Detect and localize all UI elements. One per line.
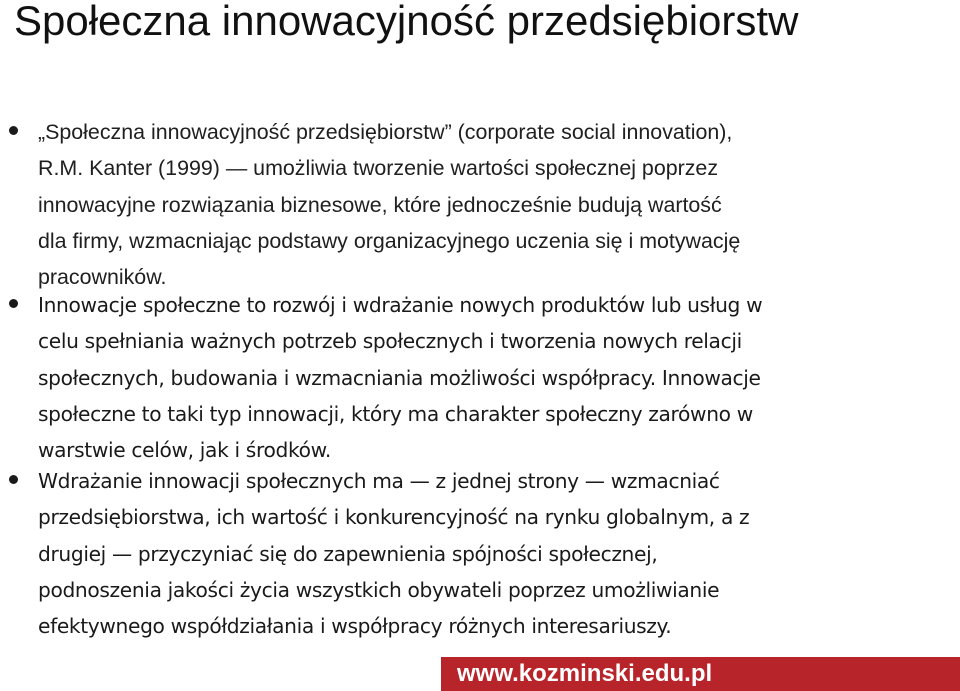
- bullet-line: warstwie celów, jak i środków.: [38, 438, 331, 463]
- bullet-line: społecznych, budowania i wzmacniania możliwości współpracy. Innowacje: [38, 365, 761, 390]
- bullet-line: innowacyjne rozwiązania biznesowe, które jednocześnie budują wartość: [38, 192, 722, 217]
- bullet-line: drugiej — przyczyniać się do zapewnienia spójności społecznej,: [38, 541, 658, 566]
- bullet-line: Wdrażanie innowacji społecznych ma — z jednej strony — wzmacniać: [38, 469, 720, 493]
- bullet-line: celu spełniania ważnych potrzeb społecznych i tworzenia nowych relacji: [38, 329, 742, 354]
- bullet-line: podnoszenia jakości życia wszystkich obywateli poprzez umożliwianie: [38, 577, 720, 602]
- slide-title: Społeczna innowacyjność przedsiębiorstw: [14, 0, 799, 44]
- bullet-line: pracowników.: [38, 265, 167, 290]
- bullet-text: [38, 463, 908, 644]
- footer-banner: [441, 657, 960, 691]
- bullet-text: [38, 287, 908, 468]
- bullet-line: Innowacje społeczne to rozwój i wdrażanie nowych produktów lub usług w: [38, 293, 763, 317]
- bullet-line: przedsiębiorstwa, ich wartość i konkurencyjność na rynku globalnym, a z: [38, 505, 750, 530]
- bullet-dot-icon: [9, 126, 18, 135]
- bullet-line: dla firmy, wzmacniając podstawy organizacyjnego uczenia się i motywację: [38, 228, 741, 253]
- bullet-dot-icon: [9, 475, 18, 484]
- bullet-line: R.M. Kanter (1999) — umożliwia tworzenie wartości społecznej poprzez: [38, 156, 719, 181]
- bullet-line: efektywnego współdziałania i współpracy różnych interesariuszy.: [38, 614, 672, 639]
- bullet-line: „Społeczna innowacyjność przedsiębiorstw” (corporate social innovation),: [38, 120, 733, 144]
- bullet-line: społeczne to taki typ innowacji, który ma charakter społeczny zarówno w: [38, 401, 753, 426]
- bullet-text: [38, 114, 908, 295]
- footer-url-link[interactable]: www.kozminski.edu.pl: [457, 660, 713, 687]
- bullet-dot-icon: [9, 299, 18, 308]
